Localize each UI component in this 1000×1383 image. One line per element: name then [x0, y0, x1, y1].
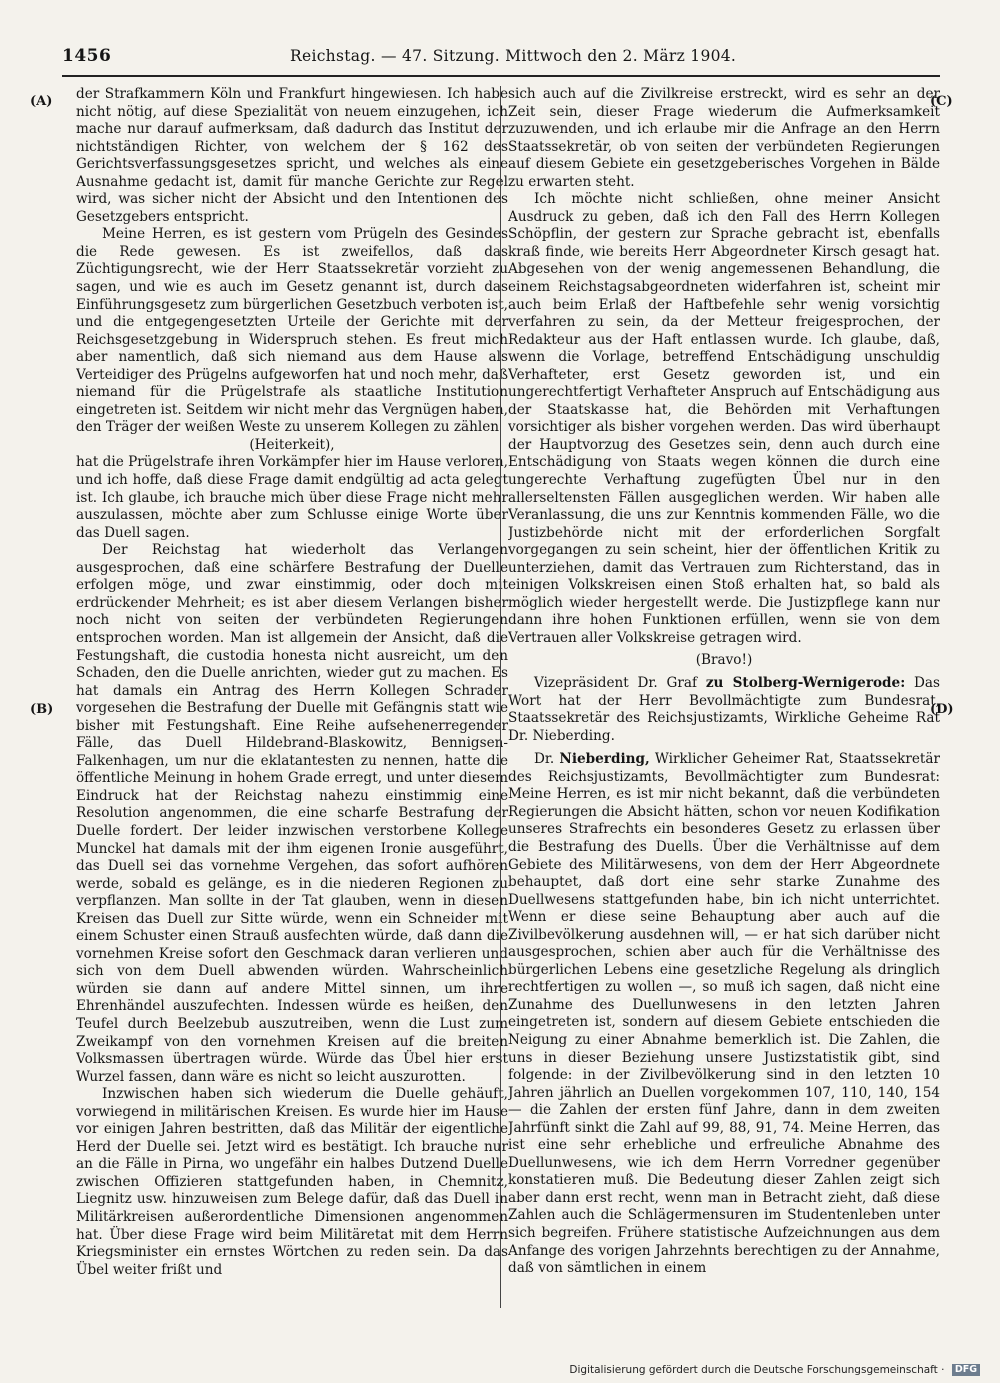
margin-marker-b: (B) [30, 702, 54, 717]
speaker-text: Das Wort hat der Herr Bevollmächtigte zum Bundesrat, Staatssekretär des Reichsjustizamts, Wirkliche Geheime Rat Dr. Nieberding. [508, 675, 940, 744]
paragraph: sich auch auf die Zivilkreise erstreckt, wird es sehr an der Zeit sein, dieser Frage wiederum die Aufmerksamkeit zuzuwenden, und ich erlaube mir die Anfrage an den Herrn Staatssekretär, ob von seiten der verbündeten Regierungen auf diesem Gebiete ein gesetzgeberisches Vorgehen in Bälde zu erwarten steht. [508, 86, 940, 190]
interjection-heiterkeit: (Heiterkeit), [249, 436, 335, 453]
margin-marker-d: (D) [930, 702, 954, 717]
speaker-role: Wirklicher Geheimer Rat, Staatssekretär des Reichsjustizamts, Bevollmächtigter zum Bundesrat: [508, 751, 940, 785]
paragraph: Meine Herren, es ist gestern vom Prügeln des Gesindes die Rede gewesen. Es ist zweifellos, daß das Züchtigungsrecht, wie der Herr Staatssekretär vorzieht zu sagen, und wie es auch im Gesetz genannt ist, durch das Einführungsgesetz zum bürgerlichen Gesetzbuch verboten ist, und die entgegengesetzten Urteile der Gerichte mit der Reichsgesetzgebung in Widerspruch stehen. Es freut mich aber namentlich, daß sich niemand aus dem Hause als Verteidiger des Prügelns aufgeworfen hat und noch mehr, daß niemand für die Prügelstrafe als staatliche Institution eingetreten ist. Seitdem wir nicht mehr das Vergnügen haben, den Träger der weißen Weste zu unserem Kollegen zu zählen [76, 226, 508, 436]
header-rule [62, 75, 940, 77]
paragraph: Der Reichstag hat wiederholt das Verlangen ausgesprochen, daß eine schärfere Bestrafung der Duelle erfolgen möge, und zwar einstimmig, oder doch mit erdrückender Mehrheit; es ist aber diesem Verlangen bisher noch nicht von seiten der verbündeten Regierungen entsprochen worden. Man ist allgemein der Ansicht, daß die Festungshaft, die custodia honesta nicht ausreicht, um den Schaden, den die Duelle anrichten, wieder gut zu machen. Es hat damals ein Antrag des Herrn Kollegen Schrader vorgesehen die Bestrafung der Duelle mit Gefängnis statt wie bisher mit Festungshaft. Eine Reihe aufsehenerregender Fälle, das Duell Hildebrand-Blaskowitz, Bennigsen-Falkenhagen, um nur die eklatantesten zu nennen, hatte die öffentliche Meinung in hohem Grade erregt, und unter diesem Eindruck hat der Reichstag nahezu einstimmig eine Resolution angenommen, die eine scharfe Bestrafung der Duelle fordert. Der leider inzwischen verstorbene Kollege Munckel hat damals mit der ihm eigenen Ironie ausgeführt, das Duell sei das vornehme Vergehen, das sofort aufhören werde, sobald es gelänge, es in die niederen Regionen zu verpflanzen. Man sollte in der Tat glauben, wenn in diesen Kreisen das Duell zur Sitte würde, wenn ein Schneider mit einem Schuster einen Strauß ausfechten würde, daß dann die vornehmen Kreise sofort den Geschmack daran verlieren und sich von dem Duell abwenden würden. Wahrscheinlich würden sie dann auf andere Mittel sinnen, um ihre Ehrenhändel auszufechten. Indessen würde es heißen, den Teufel durch Beelzebub auszutreiben, wenn die Lust zum Zweikampf von den vornehmen Kreisen auf die breiten Volksmassen übertragen würde. Würde das Übel hier erst Wurzel fassen, dann wäre es nicht so leicht auszurotten. [76, 542, 508, 1085]
speaker-paragraph-nieberding [508, 751, 940, 1277]
left-column [76, 86, 508, 1306]
margin-marker-c: (C) [930, 94, 953, 109]
speaker-text: Meine Herren, es ist mir nicht bekannt, daß die verbündeten Regierungen die Absicht hätten, schon vor neuen Kodifikation unseres Strafrechts ein besonderes Gesetz zu erlassen über die Bestrafung des Duells. Über die Verhältnisse auf dem Gebiete des Militärwesens, von dem der Herr Abgeordnete behauptet, daß dort eine sehr starke Zunahme des Duellwesens stattgefunden habe, bin ich nicht unterrichtet. Wenn er diese seine Behauptung aber auch auf die Zivilbevölkerung ausdehnen will, — er hat sich darüber nicht ausgesprochen, schien aber auch für die Verhältnisse des bürgerlichen Lebens eine gesetzliche Regelung als dringlich rechtfertigen zu wollen —, so muß ich sagen, daß nicht eine Zunahme des Duellunwesens in den letzten Jahren eingetreten ist, sondern auf diesem Gebiete entschieden die Neigung zu einer Abnahme bemerklich ist. Die Zahlen, die uns in dieser Beziehung unsere Justizstatistik gibt, sind folgende: in der Zivilbevölkerung sind in den letzten 10 Jahren jährlich an Duellen vorgekommen 107, 110, 140, 154 — die Zahlen der ersten fünf Jahre, dann in dem zweiten Jahrfünft sinkt die Zahl auf 99, 88, 91, 74. Meine Herren, das ist eine sehr erhebliche und erfreuliche Abnahme des Duellunwesens, wie ich dem Herrn Vorredner gegenüber konstatieren muß. Die Bedeutung dieser Zahlen zeigt sich aber dann erst recht, wenn man in Betracht zieht, daß diese Zahlen auch die Schlägermensuren im Studentenleben unter sich begreifen. Frühere statistische Aufzeichnungen aus dem Anfange des vorigen Jahrzehnts berechtigen zu der Annahme, daß von sämtlichen in einem [508, 786, 940, 1277]
interjection-bravo: (Bravo!) [695, 651, 753, 668]
footer-text: Digitalisierung gefördert durch die Deutsche Forschungsgemeinschaft · [569, 1364, 945, 1376]
column-divider [500, 86, 501, 1308]
paragraph: hat die Prügelstrafe ihren Vorkämpfer hier im Hause verloren, und ich hoffe, daß diese Frage damit endgültig ad acta gelegt ist. Ich glaube, ich brauche mich über diese Frage nicht mehr auszulassen, möchte aber zum Schlusse einige Worte über das Duell sagen. [76, 454, 508, 541]
paragraph: Inzwischen haben sich wiederum die Duelle gehäuft, vorwiegend in militärischen Kreisen. Es wurde hier im Hause vor einigen Jahren bestritten, daß das Militär der eigentliche Herd der Duelle sei. Jetzt wird es bestätigt. Ich brauche nur an die Fälle in Pirna, wo ungefähr ein halbes Dutzend Duelle zwischen Offizieren stattgefunden haben, in Chemnitz, Liegnitz usw. hinzuweisen zum Belege dafür, daß das Duell in Militärkreisen außerordentliche Dimensionen angenommen hat. Über diese Frage wird beim Militäretat mit dem Herrn Kriegsminister ein ernstes Wörtchen zu reden sein. Da das Übel weiter frißt und [76, 1086, 508, 1278]
footer-credit [569, 1364, 980, 1376]
paragraph: der Strafkammern Köln und Frankfurt hingewiesen. Ich habe nicht nötig, auf diese Spezialität von neuem einzugehen, ich mache nur darauf aufmerksam, daß dadurch das Institut der nichtständigen Richter, von welchem der § 162 des Gerichtsverfassungsgesetzes spricht, und welches als eine Ausnahme gedacht ist, damit für manche Gerichte zur Regel wird, was sicher nicht der Absicht und den Intentionen des Gesetzgebers entspricht. [76, 86, 508, 225]
right-column [508, 86, 940, 1306]
speaker-paragraph-vizepraesident [508, 675, 940, 745]
margin-marker-a: (A) [30, 94, 53, 109]
speaker-role: Vizepräsident Dr. Graf [534, 675, 698, 692]
page-number: 1456 [62, 46, 112, 66]
speaker-name: zu Stolberg-Wernigerode: [705, 675, 906, 692]
speaker-title: Dr. [534, 751, 555, 768]
speaker-name: Nieberding, [559, 751, 650, 768]
paragraph: Ich möchte nicht schließen, ohne meiner Ansicht Ausdruck zu geben, daß ich den Fall des Herrn Kollegen Schöpflin, der gestern zur Sprache gebracht ist, ebenfalls kraß finde, wie bereits Herr Abgeordneter Kirsch gesagt hat. Abgesehen von der wenig angemessenen Behandlung, die einem Reichstagsabgeordneten widerfahren ist, scheint mir auch beim Erlaß der Haftbefehle sehr wenig vorsichtig verfahren zu sein, da der Metteur freigesprochen, der Redakteur aus der Haft entlassen wurde. Ich glaube, daß, wenn die Vorlage, betreffend Entschädigung unschuldig Verhafteter, erst Gesetz geworden ist, und ein ungerechtfertigt Verhafteter Anspruch auf Entschädigung aus der Staatskasse hat, die Behörden mit Verhaftungen vorsichtiger als bisher vorgehen werden. Das wird überhaupt der Hauptvorzug des Gesetzes sein, denn auch durch eine Entschädigung von Staats wegen können die durch eine ungerechte Verhaftung zugefügten Übel nur in den allerseltensten Fällen ausgeglichen werden. Wir haben alle Veranlassung, die uns zur Kenntnis kommenden Fälle, wo die Justizbehörde nicht mit der erforderlichen Sorgfalt vorgegangen zu sein scheint, hier der öffentlichen Kritik zu unterziehen, damit das Vertrauen zum Richterstand, das in einigen Volkskreisen einen Stoß erhalten hat, so bald als möglich wieder hergestellt werde. Die Justizpflege kann nur dann ihre hohen Funktionen erfüllen, wenn sie von dem Vertrauen aller Volkskreise getragen wird. [508, 191, 940, 646]
dfg-logo-icon: DFG [952, 1364, 980, 1376]
running-head: Reichstag. — 47. Sitzung. Mittwoch den 2. März 1904. [290, 47, 737, 65]
page-header [62, 46, 940, 72]
